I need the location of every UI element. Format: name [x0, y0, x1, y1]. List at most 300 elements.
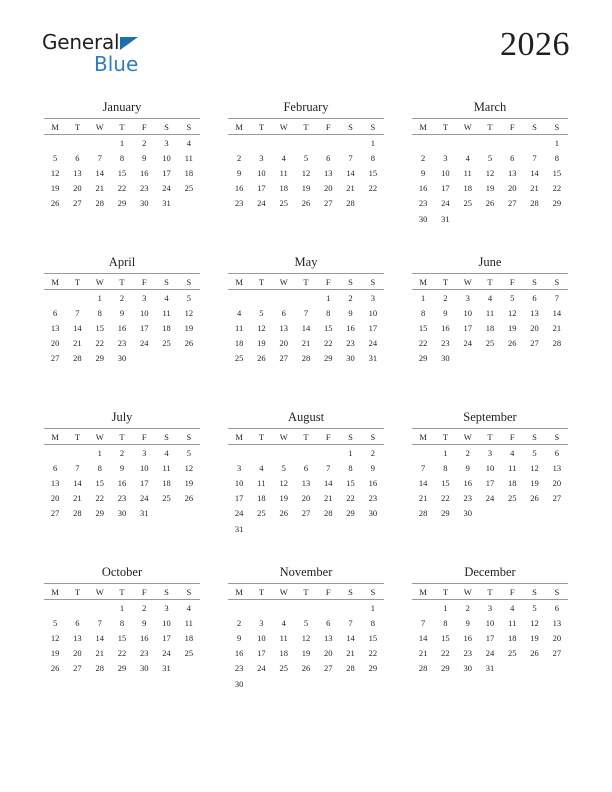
- week-row: [412, 460, 568, 475]
- day-cell: 15: [441, 477, 450, 488]
- day-cell-empty: [457, 521, 479, 536]
- day-cell: 12: [530, 617, 539, 628]
- week-row: [412, 366, 568, 381]
- day-cell: 5: [532, 447, 537, 458]
- day-cell: 29: [95, 353, 104, 364]
- day-cell-empty: [546, 366, 568, 381]
- day-cell: 17: [257, 183, 266, 194]
- day-cell: 8: [119, 152, 125, 163]
- day-cell: 20: [552, 632, 562, 643]
- day-cell-empty: [155, 366, 177, 381]
- weekday-header-row: [412, 121, 568, 135]
- day-cell-empty: [479, 676, 501, 691]
- day-cell: 27: [73, 198, 82, 209]
- day-cell-empty: [479, 351, 501, 366]
- week-row: [44, 445, 200, 461]
- day-cell: 7: [421, 617, 426, 628]
- day-cell: 3: [164, 137, 169, 148]
- day-cell-empty: [66, 366, 88, 381]
- weekday-header: S: [155, 276, 177, 290]
- day-cell: 6: [326, 617, 331, 628]
- day-cell-empty: [66, 211, 88, 226]
- day-cell: 2: [348, 292, 353, 303]
- day-cell: 15: [95, 477, 104, 488]
- week-row: [44, 615, 200, 630]
- day-cell: 12: [279, 477, 288, 488]
- day-cell: 22: [117, 648, 127, 659]
- day-cell: 21: [552, 322, 562, 333]
- week-row: [44, 181, 200, 196]
- week-row: [44, 366, 200, 381]
- day-cell: 1: [554, 137, 559, 148]
- week-row: [228, 521, 384, 536]
- day-cell-empty: [228, 135, 250, 151]
- week-row: [228, 676, 384, 691]
- day-cell: 9: [443, 307, 448, 318]
- month-table: [412, 276, 568, 381]
- weekday-header: T: [111, 431, 133, 445]
- day-cell: 21: [530, 183, 539, 194]
- day-cell: 10: [234, 477, 244, 488]
- month-table: [412, 586, 568, 691]
- day-cell-empty: [479, 506, 501, 521]
- day-cell: 15: [95, 322, 104, 333]
- day-cell: 20: [50, 493, 60, 504]
- day-cell: 30: [140, 663, 149, 674]
- day-cell: 26: [530, 493, 539, 504]
- day-cell-empty: [155, 506, 177, 521]
- day-cell: 4: [186, 602, 191, 613]
- day-cell-empty: [317, 135, 339, 151]
- weekday-header: S: [178, 121, 200, 135]
- day-cell: 28: [324, 508, 333, 519]
- day-cell: 12: [50, 167, 60, 178]
- day-cell: 9: [421, 167, 426, 178]
- week-row: [412, 676, 568, 691]
- day-cell-empty: [339, 676, 361, 691]
- week-row: [412, 445, 568, 461]
- day-cell: 7: [554, 292, 559, 303]
- day-cell-empty: [178, 521, 200, 536]
- day-cell-empty: [155, 351, 177, 366]
- day-cell: 18: [184, 632, 194, 643]
- day-cell: 4: [487, 292, 493, 303]
- day-cell: 3: [487, 447, 493, 458]
- day-cell: 2: [237, 152, 242, 163]
- week-row: [228, 211, 384, 226]
- day-cell: 11: [184, 152, 193, 163]
- day-cell: 16: [418, 183, 428, 194]
- weekday-header: F: [501, 586, 523, 600]
- month-table: [44, 121, 200, 226]
- month-block: [44, 410, 200, 551]
- day-cell: 3: [142, 447, 147, 458]
- day-cell: 17: [368, 322, 378, 333]
- day-cell: 1: [97, 292, 102, 303]
- day-cell-empty: [250, 676, 272, 691]
- day-cell: 23: [140, 183, 149, 194]
- weekday-header: T: [111, 276, 133, 290]
- weekday-header: T: [250, 276, 272, 290]
- day-cell-empty: [155, 676, 177, 691]
- weekday-header: T: [295, 276, 317, 290]
- day-cell-empty: [228, 445, 250, 461]
- day-cell: 23: [117, 493, 127, 504]
- day-cell: 10: [140, 307, 149, 318]
- day-cell: 19: [257, 338, 266, 349]
- day-cell: 14: [346, 632, 355, 643]
- day-cell: 6: [554, 602, 559, 613]
- day-cell: 16: [234, 183, 244, 194]
- day-cell: 6: [75, 152, 80, 163]
- day-cell: 24: [257, 663, 266, 674]
- day-cell: 30: [117, 508, 127, 519]
- day-cell: 30: [117, 353, 127, 364]
- day-cell: 8: [421, 307, 426, 318]
- day-cell: 5: [281, 462, 286, 473]
- day-cell: 7: [97, 617, 102, 628]
- day-cell: 13: [279, 322, 288, 333]
- week-row: [412, 305, 568, 320]
- day-cell: 2: [119, 292, 125, 303]
- week-row: [228, 150, 384, 165]
- day-cell: 12: [184, 307, 194, 318]
- day-cell: 13: [73, 167, 82, 178]
- day-cell: 17: [257, 648, 266, 659]
- day-cell: 29: [441, 508, 450, 519]
- day-cell: 26: [184, 338, 194, 349]
- day-cell-empty: [362, 521, 384, 536]
- day-cell: 13: [324, 632, 333, 643]
- weekday-header-row: [228, 276, 384, 290]
- day-cell: 12: [301, 167, 311, 178]
- weekday-header: T: [66, 431, 88, 445]
- day-cell-empty: [501, 351, 523, 366]
- weekday-header: T: [479, 431, 501, 445]
- day-cell-empty: [546, 521, 568, 536]
- week-row: [228, 491, 384, 506]
- day-cell: 14: [418, 477, 428, 488]
- day-cell: 8: [348, 462, 353, 473]
- day-cell: 29: [368, 663, 378, 674]
- day-cell: 5: [303, 152, 309, 163]
- day-cell: 14: [95, 167, 104, 178]
- day-cell: 29: [346, 508, 355, 519]
- day-cell-empty: [546, 661, 568, 676]
- week-row: [412, 150, 568, 165]
- day-cell: 16: [117, 477, 127, 488]
- weekday-header: M: [44, 431, 66, 445]
- weekday-header: T: [434, 276, 456, 290]
- day-cell: 3: [142, 292, 147, 303]
- week-row: [44, 150, 200, 165]
- day-cell: 24: [140, 493, 149, 504]
- weekday-header: S: [155, 431, 177, 445]
- day-cell-empty: [457, 366, 479, 381]
- week-row: [412, 491, 568, 506]
- week-row: [228, 181, 384, 196]
- day-cell: 27: [279, 353, 288, 364]
- day-cell: 25: [508, 493, 517, 504]
- day-cell: 3: [259, 617, 264, 628]
- weekday-header: S: [362, 276, 384, 290]
- day-cell: 28: [95, 198, 104, 209]
- day-cell: 13: [530, 307, 539, 318]
- day-cell: 6: [510, 152, 515, 163]
- week-row: [44, 630, 200, 645]
- day-cell-empty: [412, 135, 434, 151]
- day-cell: 29: [117, 663, 127, 674]
- day-cell-empty: [501, 661, 523, 676]
- day-cell-empty: [479, 521, 501, 536]
- day-cell: 13: [73, 632, 82, 643]
- day-cell: 19: [508, 322, 517, 333]
- weekday-header: W: [457, 586, 479, 600]
- month-block: [412, 100, 568, 241]
- day-cell-empty: [339, 521, 361, 536]
- day-cell: 16: [117, 322, 127, 333]
- day-cell-empty: [501, 211, 523, 226]
- day-cell: 29: [324, 353, 333, 364]
- month-table: [44, 276, 200, 381]
- day-cell: 26: [257, 353, 266, 364]
- day-cell-empty: [155, 211, 177, 226]
- day-cell: 18: [234, 338, 244, 349]
- day-cell: 28: [73, 508, 82, 519]
- day-cell: 6: [532, 292, 537, 303]
- day-cell: 29: [95, 508, 104, 519]
- weekday-header: T: [111, 586, 133, 600]
- day-cell: 11: [257, 477, 266, 488]
- day-cell: 21: [95, 183, 104, 194]
- day-cell: 2: [142, 602, 147, 613]
- day-cell-empty: [457, 135, 479, 151]
- day-cell-empty: [362, 366, 384, 381]
- day-cell-empty: [44, 600, 66, 616]
- day-cell: 7: [421, 462, 426, 473]
- day-cell: 1: [97, 447, 102, 458]
- day-cell: 16: [368, 477, 378, 488]
- day-cell-empty: [228, 290, 250, 306]
- week-row: [44, 351, 200, 366]
- day-cell: 13: [301, 477, 311, 488]
- day-cell-empty: [89, 366, 111, 381]
- day-cell-empty: [178, 506, 200, 521]
- day-cell: 5: [53, 617, 58, 628]
- day-cell: 10: [257, 167, 266, 178]
- day-cell: 4: [186, 137, 191, 148]
- weekday-header: M: [228, 276, 250, 290]
- day-cell: 19: [301, 183, 311, 194]
- day-cell: 30: [441, 353, 450, 364]
- day-cell-empty: [523, 351, 545, 366]
- page-title-year: 2026: [500, 26, 570, 63]
- weekday-header: W: [273, 121, 295, 135]
- day-cell: 1: [370, 602, 375, 613]
- day-cell: 20: [279, 338, 288, 349]
- weekday-header: M: [44, 121, 66, 135]
- months-grid: [42, 100, 570, 720]
- day-cell: 9: [348, 307, 353, 318]
- day-cell: 21: [346, 183, 355, 194]
- week-row: [228, 320, 384, 335]
- day-cell-empty: [501, 506, 523, 521]
- day-cell: 27: [552, 493, 562, 504]
- week-row: [44, 661, 200, 676]
- day-cell: 1: [370, 137, 375, 148]
- week-row: [228, 135, 384, 151]
- week-row: [228, 506, 384, 521]
- day-cell: 16: [346, 322, 355, 333]
- week-row: [412, 351, 568, 366]
- day-cell: 18: [508, 477, 517, 488]
- weekday-header: W: [273, 586, 295, 600]
- day-cell-empty: [523, 676, 545, 691]
- week-row: [228, 290, 384, 306]
- day-cell: 21: [418, 648, 428, 659]
- week-row: [228, 445, 384, 461]
- day-cell: 13: [50, 477, 60, 488]
- day-cell: 2: [465, 602, 470, 613]
- month-table: [228, 586, 384, 691]
- day-cell: 17: [162, 632, 171, 643]
- day-cell-empty: [317, 521, 339, 536]
- month-table: [44, 586, 200, 691]
- day-cell-empty: [250, 211, 272, 226]
- day-cell-empty: [523, 366, 545, 381]
- week-row: [44, 336, 200, 351]
- day-cell: 12: [184, 462, 194, 473]
- week-row: [44, 600, 200, 616]
- weekday-header: F: [501, 121, 523, 135]
- week-row: [44, 305, 200, 320]
- logo-word-general-row: [42, 32, 138, 52]
- day-cell-empty: [295, 521, 317, 536]
- day-cell: 6: [53, 307, 58, 318]
- week-row: [228, 630, 384, 645]
- day-cell: 28: [346, 663, 355, 674]
- day-cell: 22: [95, 338, 104, 349]
- day-cell: 19: [301, 648, 311, 659]
- day-cell-empty: [66, 290, 88, 306]
- day-cell: 24: [234, 508, 244, 519]
- day-cell: 15: [368, 632, 378, 643]
- weekday-header: S: [155, 121, 177, 135]
- day-cell-empty: [250, 445, 272, 461]
- day-cell: 11: [162, 462, 171, 473]
- day-cell: 1: [119, 137, 125, 148]
- week-row: [412, 290, 568, 306]
- weekday-header-row: [228, 586, 384, 600]
- day-cell: 11: [279, 167, 288, 178]
- day-cell-empty: [546, 506, 568, 521]
- day-cell: 17: [140, 322, 149, 333]
- week-row: [412, 600, 568, 616]
- weekday-header: S: [155, 586, 177, 600]
- day-cell: 10: [162, 617, 171, 628]
- day-cell: 23: [234, 198, 244, 209]
- day-cell: 26: [301, 198, 311, 209]
- month-table: [412, 431, 568, 536]
- day-cell: 17: [162, 167, 171, 178]
- day-cell-empty: [317, 676, 339, 691]
- day-cell-empty: [434, 366, 456, 381]
- day-cell: 22: [368, 183, 378, 194]
- day-cell: 11: [463, 167, 472, 178]
- day-cell-empty: [412, 676, 434, 691]
- day-cell: 21: [301, 338, 311, 349]
- day-cell: 24: [463, 338, 472, 349]
- day-cell: 9: [119, 462, 125, 473]
- day-cell: 3: [465, 292, 470, 303]
- day-cell: 7: [97, 152, 102, 163]
- day-cell-empty: [273, 600, 295, 616]
- weekday-header: T: [295, 121, 317, 135]
- day-cell: 24: [441, 198, 450, 209]
- day-cell: 1: [348, 447, 353, 458]
- day-cell-empty: [178, 366, 200, 381]
- day-cell: 3: [487, 602, 493, 613]
- day-cell: 8: [443, 617, 448, 628]
- day-cell-empty: [133, 366, 155, 381]
- day-cell: 5: [186, 292, 191, 303]
- day-cell-empty: [362, 676, 384, 691]
- week-row: [44, 460, 200, 475]
- month-title: July: [44, 410, 200, 429]
- day-cell: 19: [50, 648, 60, 659]
- month-block: [228, 565, 384, 706]
- day-cell: 19: [184, 477, 194, 488]
- weekday-header: S: [339, 586, 361, 600]
- day-cell-empty: [434, 676, 456, 691]
- day-cell: 31: [368, 353, 378, 364]
- week-row: [228, 460, 384, 475]
- day-cell: 14: [324, 477, 333, 488]
- day-cell: 23: [368, 493, 378, 504]
- day-cell: 27: [324, 663, 333, 674]
- week-row: [228, 165, 384, 180]
- day-cell-empty: [501, 676, 523, 691]
- day-cell: 21: [95, 648, 104, 659]
- weekday-header: S: [546, 431, 568, 445]
- month-title: December: [412, 565, 568, 584]
- day-cell: 26: [50, 198, 60, 209]
- day-cell: 29: [552, 198, 562, 209]
- day-cell: 20: [73, 183, 82, 194]
- week-row: [44, 506, 200, 521]
- logo-word-general: General: [42, 30, 120, 54]
- day-cell: 13: [324, 167, 333, 178]
- day-cell: 8: [97, 462, 102, 473]
- month-title: August: [228, 410, 384, 429]
- day-cell-empty: [228, 211, 250, 226]
- month-block: [412, 565, 568, 706]
- day-cell: 28: [95, 663, 104, 674]
- day-cell-empty: [44, 521, 66, 536]
- day-cell-empty: [295, 135, 317, 151]
- day-cell-empty: [295, 600, 317, 616]
- day-cell-empty: [178, 676, 200, 691]
- day-cell: 2: [142, 137, 147, 148]
- day-cell: 27: [301, 508, 311, 519]
- day-cell: 19: [485, 183, 495, 194]
- day-cell: 29: [418, 353, 428, 364]
- day-cell-empty: [501, 366, 523, 381]
- week-row: [44, 676, 200, 691]
- day-cell-empty: [273, 290, 295, 306]
- weekday-header: S: [339, 276, 361, 290]
- weekday-header: T: [250, 586, 272, 600]
